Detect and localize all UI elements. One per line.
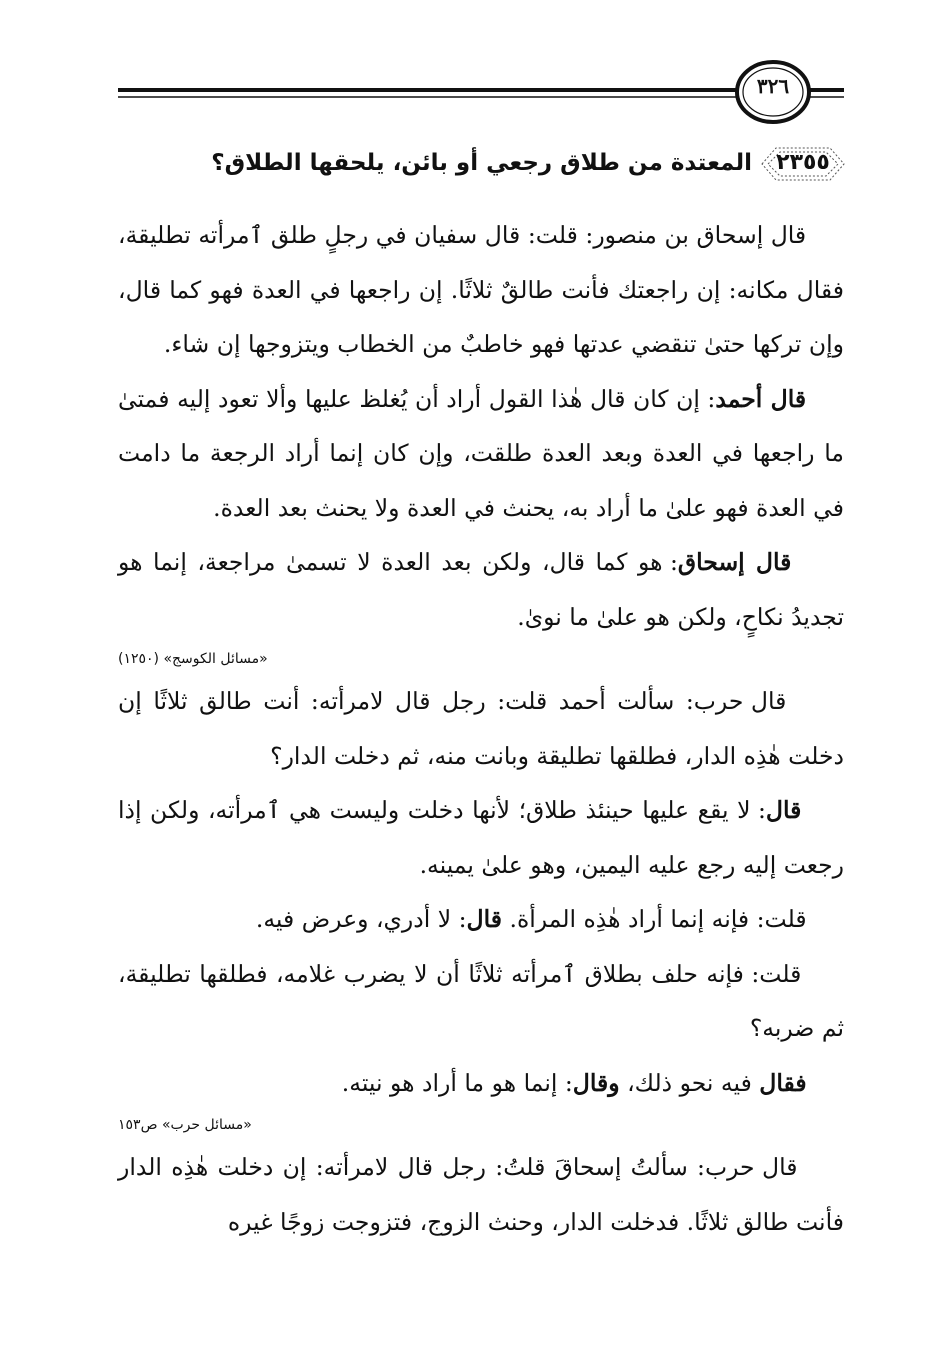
speaker-label: فقال bbox=[759, 1068, 807, 1097]
source-citation: «مسائل حرب» ص١٥٣ bbox=[118, 1117, 252, 1133]
paragraph-text: : إن كان قال هٰذا القول أراد أن يُغلظ عليها وألا تعود إليه فمتىٰ ما راجعها في العدة وبعد العدة طلقت، وإن كان إنما أراد الرجعة ما دامت في العدة فهو علىٰ ما أراد به، يحنث في العدة ولا يحنث بعد العدة. bbox=[118, 384, 844, 522]
source-citation: «مسائل الكوسج» (١٢٥٠) bbox=[118, 651, 268, 667]
page-number: ٣٢٦ bbox=[756, 74, 790, 98]
page-header bbox=[0, 60, 941, 140]
paragraph bbox=[118, 674, 844, 783]
section-number: ٢٣٥٥ bbox=[776, 150, 830, 175]
speaker-label: قال bbox=[466, 905, 502, 933]
document-body bbox=[118, 208, 844, 1249]
paragraph-text: قلت: فإنه حلف بطلاق ٱمرأته ثلاثًا أن لا يضرب غلامه، فطلقها تطليقة، ثم ضربه؟ bbox=[118, 959, 844, 1042]
speaker-label: قال إسحاق bbox=[677, 548, 792, 576]
paragraph bbox=[118, 208, 844, 372]
speaker-label: قال bbox=[765, 796, 802, 824]
paragraph-text: قلت: فإنه إنما أراد هٰذِه المرأة. bbox=[502, 905, 807, 933]
paragraph bbox=[118, 535, 844, 644]
paragraph bbox=[118, 783, 844, 892]
paragraph-text: : إنما هو ما أراد هو نيته. bbox=[341, 1068, 573, 1097]
paragraph-text: قال حرب: سألت أحمد قلت: رجل قال لامرأته: أنت طالق ثلاثًا إن دخلت هٰذِه الدار، فطلقها تطليقة وبانت منه، ثم دخلت الدار؟ bbox=[118, 687, 844, 770]
paragraph-text: قال إسحاق بن منصور: قلت: قال سفيان في رجلٍ طلق ٱمرأته تطليقة، فقال مكانه: إن راجعتك فأنت طالقٌ ثلاثًا. إن راجعها في العدة فهو كما قال، وإن تركها حتىٰ تنقضي عدتها فهو خاطبٌ من الخطاب ويتزوجها إن شاء. bbox=[118, 221, 844, 358]
paragraph bbox=[118, 1056, 844, 1111]
paragraph bbox=[118, 1140, 844, 1249]
section-heading bbox=[160, 140, 850, 190]
paragraph-text: فيه نحو ذلك، bbox=[619, 1068, 760, 1097]
speaker-label: وقال bbox=[572, 1068, 620, 1097]
paragraph-text: قال حرب: سألتُ إسحاقَ قلتُ: رجل قال لامرأته: إن دخلت هٰذِه الدار فأنت طالق ثلاثًا. فدخلت الدار، وحنث الزوج، فتزوجت زوجًا غيره bbox=[118, 1153, 844, 1236]
paragraph-text: : لا يقع عليها حينئذ طلاق؛ لأنها دخلت وليست هي ٱمرأته، ولكن إذا رجعت إليه رجع عليه اليمين، وهو علىٰ يمينه. bbox=[118, 796, 844, 879]
header-rule-graphic bbox=[0, 60, 941, 140]
paragraph-text: : لا أدري، وعرض فيه. bbox=[255, 905, 467, 933]
section-number-badge bbox=[756, 140, 850, 188]
paragraph-text: : هو كما قال، ولكن بعد العدة لا تسمىٰ مراجعة، إنما هو تجديدُ نكاحٍ، ولكن هو علىٰ ما نوىٰ. bbox=[118, 548, 844, 631]
paragraph bbox=[118, 372, 844, 536]
paragraph bbox=[118, 892, 844, 947]
section-title: المعتدة من طلاق رجعي أو بائن، يلحقها الطلاق؟ bbox=[211, 150, 752, 176]
speaker-label: قال أحمد bbox=[715, 384, 807, 413]
paragraph bbox=[118, 947, 844, 1056]
